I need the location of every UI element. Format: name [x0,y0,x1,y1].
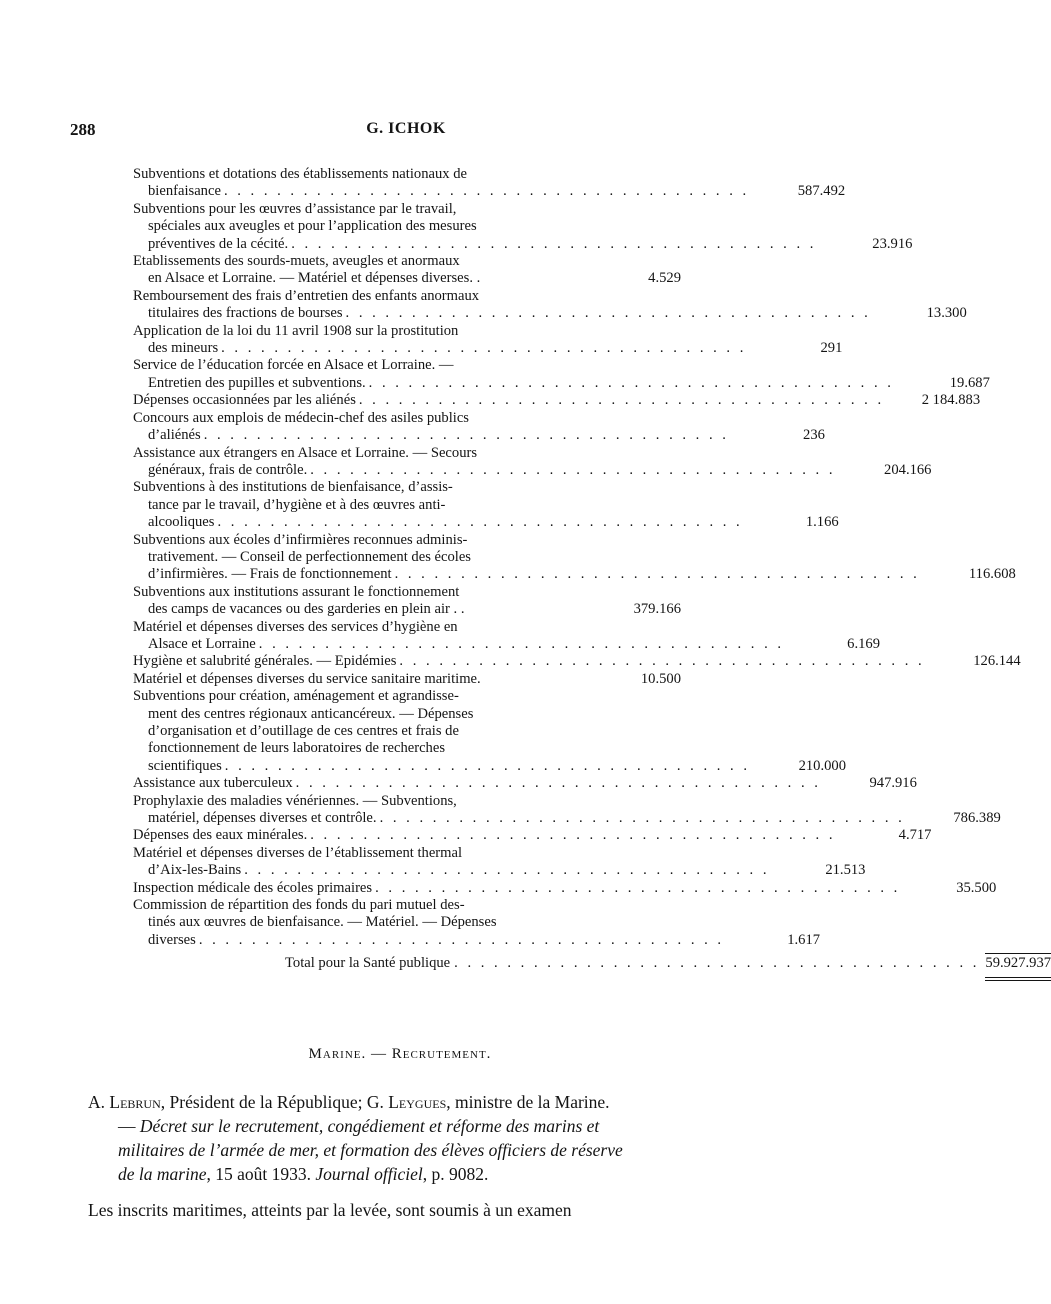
decree-title-cont [88,1138,738,1162]
dot-leader: . . . . . . . . . . . . . . . . . . . . . . . . . . . . . . . . . . . . . . . . [394,566,920,583]
ledger-entry-amount: 1.617 [787,931,821,948]
ledger-entry-final-line [133,635,881,653]
ledger-entry-label: d’aliénés [148,427,201,444]
ledger-entry-label: Entretien des pupilles et subventions. [148,374,366,391]
dot-leader: . . . . . . . . . . . . . . . . . . . . . . . . . . . . . . . . . . . . . . . . [217,514,743,531]
ledger-entry [133,827,932,844]
ledger-total-value: 59.927.937 [985,955,1051,972]
ledger-entry-label: Matériel et dépenses diverses du service sanitaire maritime. [133,670,481,687]
ledger-entry-amount: 587.492 [797,183,846,200]
ledger-entry-text-line: Remboursement des frais d’entretien des enfants anormaux [133,287,480,304]
dot-leader: . . . . . . . . . . . . . . . . . . . . . . . . . . . . . . . . . . . . . . . . [379,810,905,827]
dot-leader: . . . . . . . . . . . . . . . . . . . . . . . . . . . . . . . . . . . . . . . . [258,635,785,652]
ledger-entry-label: des mineurs [148,340,219,357]
ledger-entry-text-line: Application de la loi du 11 avril 1908 sur la prostitution [133,322,459,339]
ledger-entry-label: Inspection médicale des écoles primaires [133,879,373,896]
ledger-entry-amount: 35.500 [956,879,997,896]
ledger-entry-label: Assistance aux tuberculeux [133,775,293,792]
decree-citation-line [88,1090,738,1114]
ledger-entry-text-line: spéciales aux aveugles et pour l’application des mesures [148,218,477,235]
ledger-entry-text-line: Concours aux emplois de médecin-chef des asiles publics [133,409,469,426]
ledger-entry-amount: 947.916 [869,775,917,792]
ledger-entry-final-line [133,461,932,479]
ledger-entry-amount: 13.300 [926,305,967,322]
ledger-entry-final-line [133,514,839,531]
ledger-entry [133,357,990,392]
dot-leader: . . . . . . . . . . . . . . . . . . . . . . . . . . . . . . . . . . . . . . . . [368,374,894,391]
ledger-entry-final-line [133,827,932,844]
ledger-entry-amount: 2 184.883 [921,392,981,409]
ledger-entry-text-line: tinés aux œuvres de bienfaisance. — Matériel. — Dépenses [148,914,497,931]
dot-leader: . . . . . . . . . . . . . . . . . . . . . . . . . . . . . . . . . . . . . . . . [203,427,729,444]
ledger-entry-final-line [133,305,967,322]
ledger-entry [133,775,917,792]
total-rule-double [985,980,1051,981]
ledger-total-amount [985,955,1051,972]
decree-citation [88,1090,738,1186]
ledger-entry-amount: 6.169 [847,635,881,652]
ledger-entry-label: bienfaisance [148,183,221,200]
ledger-entry-text-line: Prophylaxie des maladies vénériennes. — Subventions, [133,792,457,809]
ledger-entry [133,618,881,654]
ledger-entry-label: scientifiques [148,757,222,774]
dot-leader: . . . . . . . . . . . . . . . . . . . . . . . . . . . . . . . . . . . . . . . . [295,775,821,792]
ledger-entry [133,479,839,531]
dot-leader: . . . . . . . . . . . . . . . . . . . . . . . . . . . . . . . . . . . . . . . . [454,955,980,972]
ledger-entry-text-line: Commission de répartition des fonds du pari mutuel des- [133,897,465,914]
dot-leader: . . . . . . . . . . . . . . . . . . . . . . . . . . . . . . . . . . . . . . . . [310,827,836,844]
ledger-entry [133,409,825,445]
ledger-entry-label: d’Aix-les-Bains [148,862,242,879]
ledger-entry-amount: 291 [820,340,843,357]
ledger-entry [133,688,846,775]
dot-leader: . . . . . . . . . . . . . . . . . . . . . . . . . . . . . . . . . . . . . . . . [244,862,770,879]
ledger-entry-final-line [133,671,681,688]
ledger-entry-text-line: Matériel et dépenses diverses des services d’hygiène en [133,618,458,635]
ledger-entry-amount: 19.687 [949,374,990,391]
ledger-entry-amount: 379.166 [633,601,681,618]
ledger-entry-final-line [133,340,843,357]
ledger-entry-label: matériel, dépenses diverses et contrôle. [148,810,377,827]
ledger-entry [133,200,913,253]
decree-title-part-2: militaires de l’armée de mer, et formation des élèves officiers de réserve [118,1140,623,1160]
ledger-entry-text-line: Subventions à des institutions de bienfaisance, d’assis- [133,479,453,496]
total-rule-bottom [985,977,1051,978]
ledger-entry-final-line [133,183,846,200]
ledger-entry-text-line: Subventions aux écoles d’infirmières reconnues adminis- [133,531,468,548]
dot-leader: . . . . . . . . . . . . . . . . . . . . . . . . . . . . . . . . . . . . . . . . [223,183,750,200]
ledger-entry [133,322,843,358]
dot-leader: . . . . . . . . . . . . . . . . . . . . . . . . . . . . . . . . . . . . . . . . [224,757,750,774]
ledger-total-label: Total pour la Santé publique [285,955,451,972]
ledger-entry [133,879,997,897]
ledger-entry-text-line: d’organisation et d’outillage de ces centres et frais de [148,723,459,739]
ledger-entry [133,253,681,288]
ledger-entry [133,671,681,688]
ledger-entry-label: Dépenses des eaux minérales. [133,827,308,844]
decree-title-end [88,1162,738,1186]
ledger-entry-final-line [133,270,681,287]
decree-journal: Journal officiel [315,1164,423,1184]
ledger-entry-final-line [133,931,821,949]
page-header [70,120,742,142]
dot-leader: . . . . . . . . . . . . . . . . . . . . . . . . . . . . . . . . . . . . . . . . [198,931,725,948]
ledger-entry-amount: 21.513 [825,862,866,879]
decree-author-1: Lebrun [109,1092,161,1112]
ledger-entry-amount: 126.144 [973,653,1021,670]
ledger-entry-text-line: tance par le travail, d’hygiène et à des œuvres anti- [148,496,446,513]
ledger-entry-amount: 204.166 [884,461,932,478]
ledger-entry-final-line [133,862,866,879]
dot-leader: . . . . . . . . . . . . . . . . . . . . . . . . . . . . . . . . . . . . . . . . [310,461,836,478]
ledger-entry [133,531,1016,584]
ledger-entry [133,653,1021,670]
ledger-entry-text-line: Subventions pour création, aménagement et agrandisse- [133,688,459,705]
ledger-entry-final-line [133,601,681,618]
dot-leader: . . . . . . . . . . . . . . . . . . . . . . . . . . . . . . . . . . . . . . . . [221,340,747,357]
ledger-entry-text-line: Subventions aux institutions assurant le fonctionnement [133,583,460,600]
decree-page-ref: , p. 9082. [422,1164,489,1184]
total-rule-top [985,953,1051,954]
running-title: G. ICHOK [366,120,446,137]
ledger-entry-label: titulaires des fractions de bourses [148,305,343,322]
ledger-entry-text-line: Subventions pour les œuvres d’assistance par le travail, [133,200,457,217]
ledger-entry-amount: 1.166 [805,514,839,531]
ledger-entry-final-line [133,757,846,775]
ledger-entry-final-line [133,775,917,792]
dot-leader: . . . . . . . . . . . . . . . . . . . . . . . . . . . . . . . . . . . . . . . . [291,235,817,252]
ledger-entry-text-line: fonctionnement de leurs laboratoires de recherches [148,740,446,757]
ledger-entry-text-line: Matériel et dépenses diverses de l’établissement thermal [133,844,463,861]
ledger-entry-label: d’infirmières. — Frais de fonctionnement [148,566,392,583]
ledger-entry-final-line [133,374,990,392]
ledger-entry-label: Alsace et Lorraine [148,635,256,652]
dot-leader: . . . . . . . . . . . . . . . . . . . . . . . . . . . . . . . . . . . . . . . . [375,879,901,896]
ledger-entry-text-line: ment des centres régionaux anticancéreux. — Dépenses [148,705,474,722]
ledger-entry-label: Dépenses occasionnées par les aliénés [133,392,356,409]
decree-author-2-role: , ministre de la Marine. [446,1092,610,1112]
ledger-entry-text-line: Service de l’éducation forcée en Alsace et Lorraine. — [133,357,454,374]
ledger-entry-final-line [133,653,1021,670]
ledger-entry-label: diverses [148,931,196,948]
ledger-entry [133,844,866,880]
ledger-entry-final-line [133,427,825,444]
ledger-entry-label: préventives de la cécité. [148,235,289,252]
dot-leader: . . . . . . . . . . . . . . . . . . . . . . . . . . . . . . . . . . . . . . . . [345,305,871,322]
ledger-entry-label: Hygiène et salubrité générales. — Epidémies [133,653,397,670]
ledger-entry-amount: 236 [803,427,825,444]
decree-author-2: Leygues [388,1092,447,1112]
ledger-entry-amount: 23.916 [872,235,913,252]
ledger-entry-amount: 116.608 [968,566,1016,583]
body-paragraph: Les inscrits maritimes, atteints par la levée, sont soumis à un examen [88,1200,572,1220]
ledger-entry-text-line: Assistance aux étrangers en Alsace et Lorraine. — Secours [133,444,478,461]
ledger-entry-text-line: Etablissements des sourds-muets, aveugles et anormaux [133,253,460,270]
ledger-entry-final-line [133,879,997,897]
section-heading: Marine. — Recrutement. [308,1046,492,1062]
ledger-entry-label: en Alsace et Lorraine. — Matériel et dépenses diverses. . [148,270,481,287]
ledger-entry-label: généraux, frais de contrôle. [148,461,308,478]
ledger-entry-text-line: trativement. — Conseil de perfectionnement des écoles [148,548,471,565]
decree-initial: A. [88,1092,106,1112]
ledger-total-row [133,955,1051,972]
ledger-entry-amount: 4.717 [898,827,932,844]
ledger-entry [133,287,967,323]
ledger-entry [133,392,981,409]
ledger-entry-amount: 4.529 [648,270,681,287]
ledger-entry-final-line [133,235,913,253]
decree-dash: — [118,1116,136,1136]
ledger-entry [133,584,681,619]
ledger-entry-label: alcooliques [148,514,215,531]
ledger-entry [133,444,932,480]
ledger-entry-final-line [133,566,1016,583]
page-number: 288 [70,120,96,139]
decree-title-part-3: de la marine [118,1164,207,1184]
ledger-entry-text-line: Subventions et dotations des établissements nationaux de [133,166,467,182]
dot-leader: . . . . . . . . . . . . . . . . . . . . . . . . . . . . . . . . . . . . . . . . [399,653,925,670]
ledger-entry-amount: 786.389 [953,810,1001,827]
ledger-entry-label: des camps de vacances ou des garderies en plein air . . [148,601,465,618]
ledger-entry-amount: 210.000 [798,757,846,774]
decree-title-part-1: Décret sur le recrutement, congédiement et réforme des marins et [139,1116,600,1136]
ledger-entry [133,792,1001,828]
budget-ledger [133,166,1051,973]
dot-leader: . . . . . . . . . . . . . . . . . . . . . . . . . . . . . . . . . . . . . . . . [358,392,885,409]
ledger-entry-final-line [133,810,1001,827]
decree-title [88,1114,738,1138]
ledger-entry-final-line [133,392,981,409]
ledger-entry [133,897,821,949]
decree-date: , 15 août 1933. [206,1164,311,1184]
decree-author-1-role: , Président de la République; G. [160,1092,384,1112]
ledger-entry [133,166,846,201]
ledger-entry-amount: 10.500 [640,670,681,687]
